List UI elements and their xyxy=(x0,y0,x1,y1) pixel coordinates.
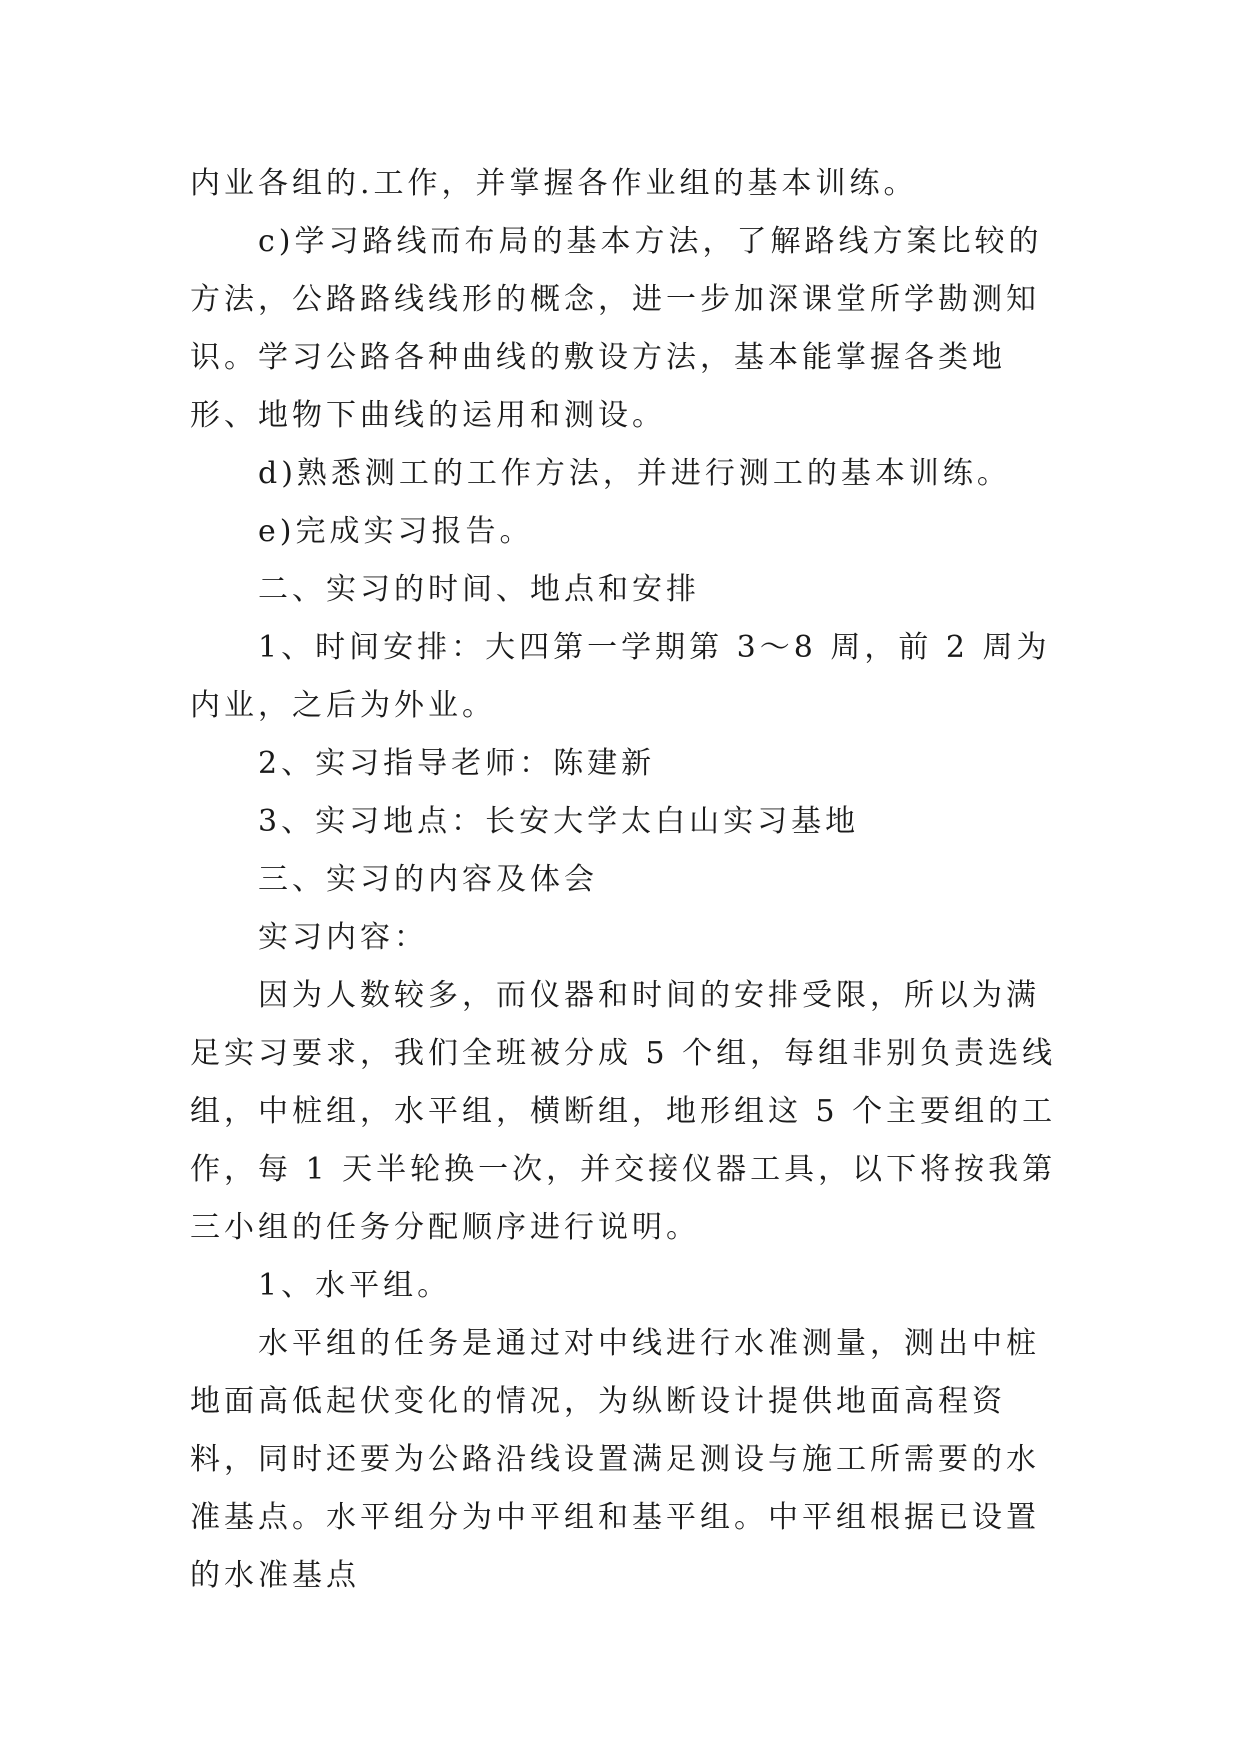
paragraph-groups: 因为人数较多，而仪器和时间的安排受限，所以为满足实习要求，我们全班被分成 5 个组，每组非别负责选线组，中桩组，水平组，横断组，地形组这 5 个主要组的工作，每 1 天半轮换一次，并交接仪器工具，以下将按我第三小组的任务分配顺序进行说明。 xyxy=(190,978,1057,1245)
subheading-level-group: 1、水平组。 xyxy=(258,1268,452,1303)
paragraph-location: 3、实习地点：长安大学太白山实习基地 xyxy=(258,804,860,839)
paragraph-item-e: e)完成实习报告。 xyxy=(258,514,534,549)
paragraph-schedule: 1、时间安排：大四第一学期第 3～8 周，前 2 周为内业，之后为外业。 xyxy=(190,630,1051,723)
paragraph-item-d: d)熟悉测工的工作方法，并进行测工的基本训练。 xyxy=(258,456,1011,491)
paragraph-instructor: 2、实习指导老师：陈建新 xyxy=(258,746,656,781)
section-heading-2: 二、实习的时间、地点和安排 xyxy=(258,572,700,607)
paragraph-continuation: 内业各组的.工作，并掌握各作业组的基本训练。 xyxy=(190,166,918,201)
paragraph-item-c: c)学习路线而布局的基本方法，了解路线方案比较的方法，公路路线线形的概念，进一步加深课堂所学勘测知识。学习公路各种曲线的敷设方法，基本能掌握各类地形、地物下曲线的运用和测设。 xyxy=(190,224,1043,433)
document-body xyxy=(190,155,1070,1605)
subheading-content: 实习内容： xyxy=(258,920,428,955)
section-heading-3: 三、实习的内容及体会 xyxy=(258,862,598,897)
paragraph-level-group: 水平组的任务是通过对中线进行水准测量，测出中桩地面高低起伏变化的情况，为纵断设计提供地面高程资料，同时还要为公路沿线设置满足测设与施工所需要的水准基点。水平组分为中平组和基平组。中平组根据已设置的水准基点 xyxy=(190,1326,1040,1593)
